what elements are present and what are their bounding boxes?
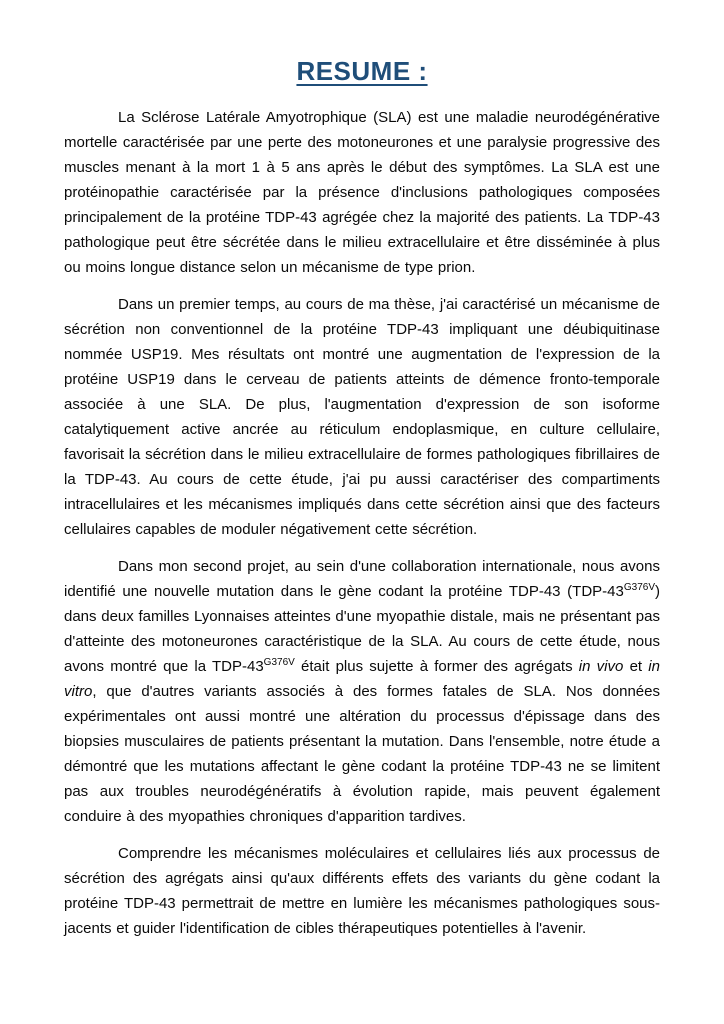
text-run: Dans mon second projet, au sein d'une collaboration internationale, nous avons identifié une nouvelle mutation dans le gène codant la protéine TDP-43 (TDP-43 <box>64 558 660 600</box>
document-title: RESUME : <box>296 56 428 86</box>
paragraph <box>64 554 660 829</box>
abstract-content <box>64 105 660 941</box>
superscript-text: G376V <box>623 582 655 593</box>
text-run: Dans un premier temps, au cours de ma thèse, j'ai caractérisé un mécanisme de sécrétion non conventionnel de la protéine TDP-43 impliquant une déubiquitinase nommée USP19. Mes résultats ont montré une augmentation de l'expression de la protéine USP19 dans le cerveau de patients atteints de démence fronto-temporale associée à une SLA. De plus, l'augmentation d'expression de son isoforme catalytiquement active ancrée au réticulum endoplasmique, en culture cellulaire, favorisait la sécrétion dans le milieu extracellulaire de formes pathologiques fibrillaires de la TDP-43. Au cours de cette étude, j'ai pu aussi caractériser des compartiments intracellulaires et les mécanismes impliqués dans cette sécrétion ainsi que des facteurs cellulaires capables de moduler négativement cette sécrétion. <box>64 296 660 538</box>
text-run: et <box>623 658 649 675</box>
paragraph <box>64 292 660 542</box>
text-run: Comprendre les mécanismes moléculaires et cellulaires liés aux processus de sécrétion des agrégats ainsi qu'aux différents effets des variants du gène codant la protéine TDP-43 permettrait de mettre en lumière les mécanismes pathologiques sous-jacents et guider l'identification de cibles thérapeutiques potentielles à l'avenir. <box>64 845 660 937</box>
paragraph <box>64 841 660 941</box>
italic-text: in vitro <box>64 658 660 700</box>
text-run: La Sclérose Latérale Amyotrophique (SLA) est une maladie neurodégénérative mortelle caractérisée par une perte des motoneurones et une paralysie progressive des muscles menant à la mort 1 à 5 ans après le début des symptômes. La SLA est une protéinopathie caractérisée par la présence d'inclusions pathologiques composées principalement de la protéine TDP-43 agrégée chez la majorité des patients. La TDP-43 pathologique peut être sécrétée dans le milieu extracellulaire et être disséminée à plus ou moins longue distance selon un mécanisme de type prion. <box>64 109 660 276</box>
italic-text: in vivo <box>578 658 624 675</box>
superscript-text: G376V <box>263 657 295 668</box>
text-run: ) dans deux familles Lyonnaises atteintes d'une myopathie distale, mais ne présentant pas d'atteinte des motoneurones caractéristique de la SLA. Au cours de cette étude, nous avons montré que la TDP-43 <box>64 583 660 675</box>
paragraph <box>64 105 660 280</box>
text-run: était plus sujette à former des agrégats <box>294 658 579 675</box>
text-run: , que d'autres variants associés à des formes fatales de SLA. Nos données expérimentales ont aussi montré une altération du processus d'épissage dans des biopsies musculaires de patients présentant la mutation. Dans l'ensemble, notre étude a démontré que les mutations affectant le gène codant la protéine TDP-43 ne se limitent pas aux troubles neurodégénératifs à évolution rapide, mais peuvent également conduire à des myopathies chroniques d'apparition tardives. <box>64 683 660 825</box>
